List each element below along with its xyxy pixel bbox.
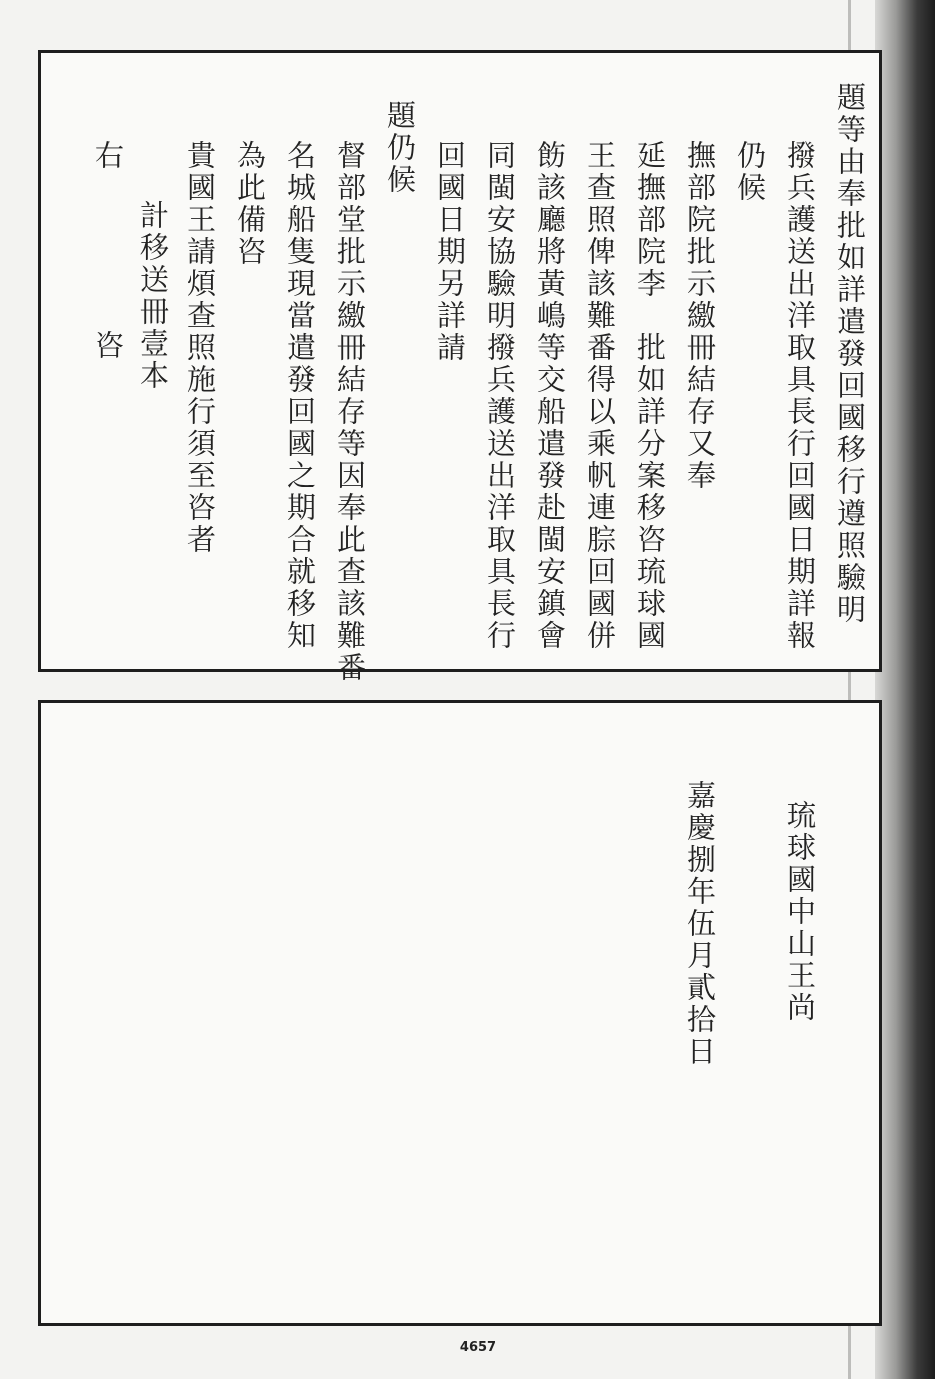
binding-gutter bbox=[875, 0, 935, 1379]
text-column: 飭該廳將黃嶋等交船遣發赴閩安鎮會 bbox=[533, 140, 567, 652]
text-column: 同閩安協驗明撥兵護送出洋取具長行 bbox=[483, 140, 517, 652]
text-column: 嘉慶捌年伍月貳拾日 bbox=[683, 780, 717, 1068]
text-column: 仍候 bbox=[733, 140, 767, 204]
text-column: 琉球國中山王尚 bbox=[783, 800, 817, 1024]
text-column: 題等由奉批如詳遣發回國移行遵照驗明 bbox=[833, 82, 867, 626]
text-column: 王查照俾該難番得以乘帆連腙回國併 bbox=[583, 140, 617, 652]
page-number: 4657 bbox=[459, 1340, 497, 1355]
text-column: 延撫部院李 批如詳分案移咨琉球國 bbox=[633, 140, 667, 652]
text-column: 咨 bbox=[91, 330, 125, 362]
text-column: 題仍候 bbox=[383, 100, 417, 196]
text-column: 名城船隻現當遣發回國之期合就移知 bbox=[283, 140, 317, 652]
text-column: 督部堂批示繳冊結存等因奉此查該難番 bbox=[333, 140, 367, 684]
text-column: 撫部院批示繳冊結存又奉 bbox=[683, 140, 717, 492]
text-column: 貴國王請煩查照施行須至咨者 bbox=[183, 140, 217, 556]
text-column: 回國日期另詳請 bbox=[433, 140, 467, 364]
text-column: 撥兵護送出洋取具長行回國日期詳報 bbox=[783, 140, 817, 652]
text-column: 為此備咨 bbox=[233, 140, 267, 268]
text-column: 計移送冊壹本 bbox=[136, 200, 170, 392]
bottom-document-frame bbox=[38, 700, 882, 1326]
text-column: 右 bbox=[91, 140, 125, 172]
